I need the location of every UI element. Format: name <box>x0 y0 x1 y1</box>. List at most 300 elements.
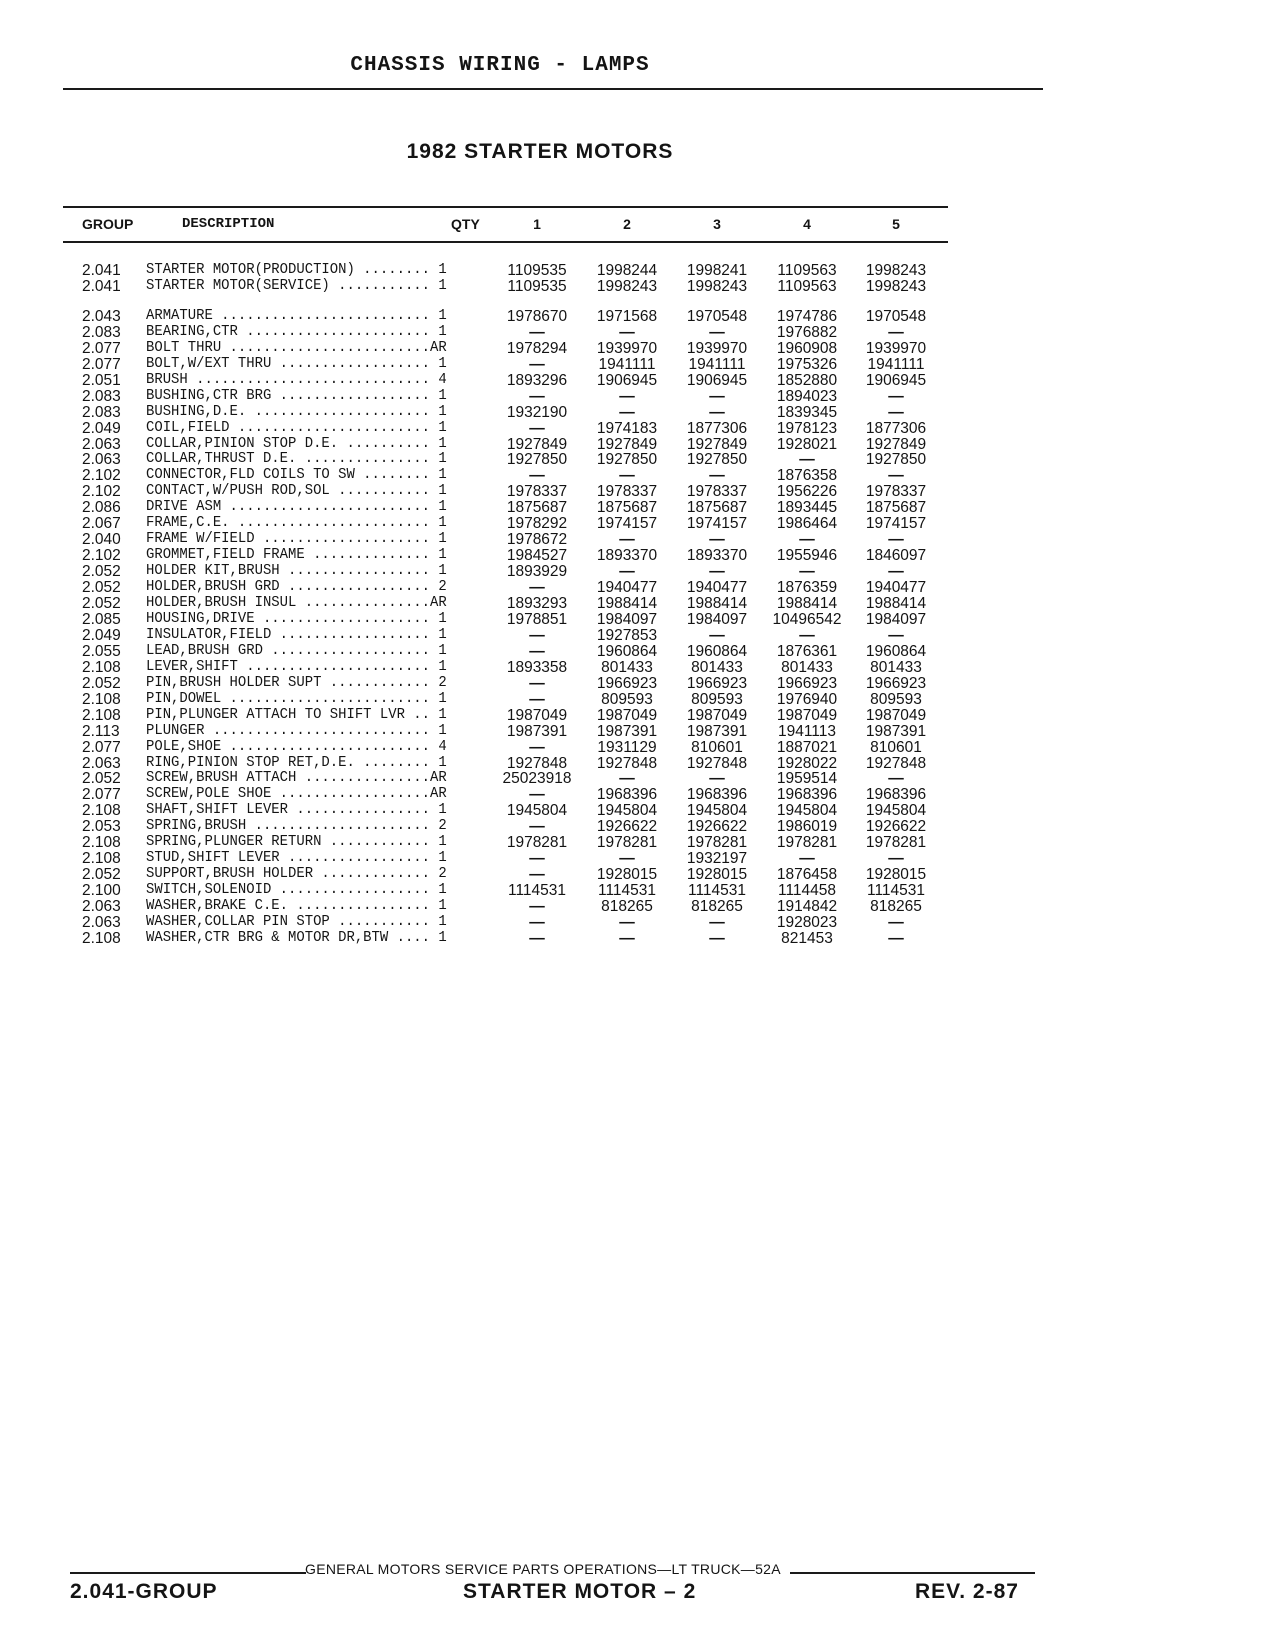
table-row <box>0 340 1280 357</box>
row-part-number-2: — <box>619 563 635 581</box>
row-part-number-4: — <box>799 451 815 469</box>
row-part-number-5: 1998243 <box>865 262 927 279</box>
row-part-number-3: 1927849 <box>686 435 748 453</box>
row-part-number-5: 1987049 <box>865 706 927 724</box>
row-part-number-4: 1839345 <box>776 403 838 421</box>
row-description: CONNECTOR,FLD COILS TO SW ........ 1 <box>146 467 447 484</box>
row-group-code: 2.052 <box>82 770 121 788</box>
footer-revision: REV. 2-87 <box>915 1580 1019 1603</box>
row-group-code: 2.102 <box>82 483 121 501</box>
row-part-number-1: — <box>529 387 545 405</box>
row-part-number-2: 1875687 <box>596 499 658 517</box>
row-group-code: 2.063 <box>82 898 121 916</box>
footer-rule-left <box>70 1572 306 1574</box>
row-description: STARTER MOTOR(PRODUCTION) ........ 1 <box>146 262 447 278</box>
table-row <box>0 308 1280 325</box>
footer-group: 2.041-GROUP <box>70 1580 218 1603</box>
row-group-code: 2.083 <box>82 403 121 421</box>
row-part-number-4: 801433 <box>781 658 833 676</box>
row-part-number-5: — <box>888 770 904 788</box>
row-part-number-3: 1970548 <box>686 307 748 325</box>
row-part-number-5: 1941111 <box>867 355 925 373</box>
row-group-code: 2.077 <box>82 738 121 756</box>
table-row <box>0 531 1280 548</box>
row-part-number-5: 1846097 <box>865 547 927 565</box>
row-part-number-3: 1875687 <box>686 499 748 517</box>
table-row <box>0 579 1280 596</box>
row-group-code: 2.077 <box>82 339 121 357</box>
row-part-number-5: 1974157 <box>865 515 927 533</box>
row-description: BEARING,CTR ...................... 1 <box>146 323 447 340</box>
row-part-number-2: 1988414 <box>596 595 658 612</box>
row-part-number-2: 1927850 <box>596 451 658 469</box>
row-description: FRAME W/FIELD .................... 1 <box>146 531 447 548</box>
row-part-number-2: 1966923 <box>596 674 658 692</box>
row-part-number-4: 1928023 <box>776 914 838 931</box>
row-part-number-5: 1978281 <box>865 834 927 852</box>
row-part-number-1: 1109535 <box>507 262 567 279</box>
row-part-number-1: — <box>529 323 545 341</box>
table-row <box>0 850 1280 867</box>
row-description: HOUSING,DRIVE .................... 1 <box>146 610 447 627</box>
row-part-number-1: — <box>529 674 545 692</box>
row-part-number-3: 1940477 <box>686 579 748 597</box>
row-part-number-3: 1114531 <box>687 882 747 900</box>
row-description: SPRING,PLUNGER RETURN ............ 1 <box>146 834 447 851</box>
row-part-number-1: — <box>529 786 545 804</box>
row-part-number-4: 1960908 <box>776 339 838 357</box>
row-part-number-1: — <box>529 579 545 597</box>
row-group-code: 2.055 <box>82 642 121 660</box>
table-row <box>0 627 1280 644</box>
row-part-number-2: 1893370 <box>596 547 658 565</box>
row-description: SHAFT,SHIFT LEVER ................ 1 <box>146 802 447 819</box>
col-header-4: 4 <box>803 216 811 232</box>
row-description: SUPPORT,BRUSH HOLDER ............. 2 <box>146 866 447 883</box>
row-part-number-2: 1926622 <box>596 818 658 836</box>
row-group-code: 2.077 <box>82 786 121 804</box>
row-part-number-3: 810601 <box>691 738 743 756</box>
row-part-number-3: — <box>709 403 725 421</box>
table-row <box>0 866 1280 883</box>
row-part-number-5: 1945804 <box>865 802 927 820</box>
row-description: LEVER,SHIFT ...................... 1 <box>146 658 447 675</box>
row-part-number-4: 1114458 <box>777 882 837 900</box>
row-part-number-3: — <box>709 626 725 644</box>
row-part-number-5: 1927850 <box>865 451 927 469</box>
row-part-number-4: 1914842 <box>776 898 838 916</box>
row-part-number-1: — <box>529 467 545 485</box>
row-part-number-3: 1978337 <box>686 483 748 501</box>
row-description: POLE,SHOE ........................ 4 <box>146 738 447 755</box>
table-row <box>0 659 1280 676</box>
row-description: BOLT THRU ........................AR <box>146 339 447 356</box>
row-part-number-1: — <box>529 355 545 373</box>
row-part-number-4: 1945804 <box>776 802 838 820</box>
row-part-number-4: 1966923 <box>776 674 838 692</box>
row-part-number-4: 1959514 <box>776 770 838 788</box>
row-group-code: 2.049 <box>82 626 121 644</box>
row-part-number-2: 1928015 <box>596 866 658 884</box>
table-row <box>0 755 1280 772</box>
row-description: PIN,PLUNGER ATTACH TO SHIFT LVR .. 1 <box>146 706 447 723</box>
row-part-number-4: 1986019 <box>776 818 838 836</box>
row-part-number-2: — <box>619 850 635 868</box>
row-part-number-2: 1971568 <box>596 307 658 325</box>
row-part-number-1: 1978337 <box>506 483 568 501</box>
row-part-number-4: 1968396 <box>776 786 838 804</box>
row-part-number-4: 1941113 <box>777 722 837 740</box>
section-title: CHASSIS WIRING - LAMPS <box>350 54 650 77</box>
row-group-code: 2.077 <box>82 355 121 373</box>
table-row <box>0 388 1280 405</box>
row-description: DRIVE ASM ........................ 1 <box>146 499 447 516</box>
table-row <box>0 467 1280 484</box>
row-part-number-3: 1978281 <box>686 834 748 852</box>
row-part-number-2: — <box>619 914 635 931</box>
row-group-code: 2.102 <box>82 467 121 485</box>
row-part-number-1: — <box>529 690 545 708</box>
row-part-number-2: — <box>619 467 635 485</box>
row-part-number-5: 1968396 <box>865 786 927 804</box>
row-part-number-4: 1976882 <box>776 323 838 341</box>
row-part-number-2: 1906945 <box>596 371 658 389</box>
row-part-number-4: 1852880 <box>776 371 838 389</box>
row-part-number-1: 1927850 <box>506 451 568 469</box>
row-description: STARTER MOTOR(SERVICE) ........... 1 <box>146 277 447 294</box>
row-part-number-2: 1974157 <box>596 515 658 533</box>
row-part-number-3: — <box>709 563 725 581</box>
row-description: FRAME,C.E. ....................... 1 <box>146 515 447 532</box>
row-group-code: 2.108 <box>82 929 121 947</box>
row-description: RING,PINION STOP RET,D.E. ........ 1 <box>146 754 447 771</box>
row-part-number-5: 1984097 <box>865 610 927 628</box>
row-part-number-5: — <box>888 323 904 341</box>
row-part-number-3: 1877306 <box>686 419 748 437</box>
row-part-number-3: 1998243 <box>686 277 748 295</box>
row-group-code: 2.086 <box>82 499 121 517</box>
row-description: SCREW,POLE SHOE ..................AR <box>146 786 447 803</box>
row-group-code: 2.049 <box>82 419 121 437</box>
row-part-number-1: 1978281 <box>506 834 568 852</box>
row-part-number-3: 1927850 <box>686 451 748 469</box>
row-part-number-5: 810601 <box>870 738 922 756</box>
row-group-code: 2.053 <box>82 818 121 836</box>
row-part-number-3: 1926622 <box>686 818 748 836</box>
row-part-number-5: 1966923 <box>865 674 927 692</box>
row-part-number-3: 1984097 <box>686 610 748 628</box>
row-part-number-4: 1987049 <box>776 706 838 724</box>
row-part-number-5: 1939970 <box>865 339 927 357</box>
table-row <box>0 278 1280 295</box>
table-row <box>0 914 1280 931</box>
row-part-number-5: 1114531 <box>866 882 926 900</box>
table-row <box>0 707 1280 724</box>
row-part-number-2: — <box>619 403 635 421</box>
col-header-5: 5 <box>892 216 900 232</box>
row-part-number-1: 1927848 <box>506 754 568 772</box>
row-part-number-3: 1928015 <box>686 866 748 884</box>
row-part-number-2: 1998243 <box>596 277 658 295</box>
table-row <box>0 451 1280 468</box>
row-part-number-4: 1974786 <box>776 307 838 325</box>
row-group-code: 2.083 <box>82 387 121 405</box>
table-row <box>0 770 1280 787</box>
row-part-number-5: — <box>888 387 904 405</box>
row-part-number-3: 1966923 <box>686 674 748 692</box>
row-description: HOLDER KIT,BRUSH ................. 1 <box>146 563 447 580</box>
row-part-number-2: 818265 <box>601 898 653 916</box>
row-part-number-3: 1987049 <box>686 706 748 724</box>
row-group-code: 2.100 <box>82 882 121 900</box>
row-part-number-1: — <box>529 914 545 931</box>
row-part-number-2: 1978337 <box>596 483 658 501</box>
row-part-number-5: — <box>888 531 904 549</box>
table-row <box>0 723 1280 740</box>
row-part-number-2: 1960864 <box>596 642 658 660</box>
row-part-number-1: 1932190 <box>506 403 568 421</box>
row-part-number-1: 1893293 <box>506 595 568 612</box>
row-part-number-1: — <box>529 818 545 836</box>
row-part-number-1: 1893929 <box>506 563 568 581</box>
row-part-number-5: 1978337 <box>865 483 927 501</box>
row-part-number-2: 1927848 <box>596 754 658 772</box>
row-part-number-5: — <box>888 626 904 644</box>
table-row <box>0 675 1280 692</box>
row-group-code: 2.108 <box>82 850 121 868</box>
row-part-number-1: — <box>529 866 545 884</box>
row-group-code: 2.052 <box>82 579 121 597</box>
row-part-number-2: 1998244 <box>596 262 658 279</box>
row-part-number-3: 1945804 <box>686 802 748 820</box>
row-description: LEAD,BRUSH GRD ................... 1 <box>146 642 447 659</box>
row-part-number-1: 1978851 <box>506 610 568 628</box>
row-part-number-2: 1987049 <box>596 706 658 724</box>
row-part-number-3: — <box>709 467 725 485</box>
table-row <box>0 404 1280 421</box>
table-row <box>0 515 1280 532</box>
table-row <box>0 356 1280 373</box>
row-part-number-4: — <box>799 563 815 581</box>
row-part-number-5: 818265 <box>870 898 922 916</box>
row-part-number-4: 1978123 <box>776 419 838 437</box>
row-part-number-1: 1893358 <box>506 658 568 676</box>
row-description: SWITCH,SOLENOID .................. 1 <box>146 882 447 899</box>
row-part-number-2: 809593 <box>601 690 653 708</box>
row-description: GROMMET,FIELD FRAME .............. 1 <box>146 547 447 564</box>
row-part-number-4: — <box>799 850 815 868</box>
row-part-number-5: 1906945 <box>865 371 927 389</box>
row-group-code: 2.063 <box>82 435 121 453</box>
row-description: INSULATOR,FIELD .................. 1 <box>146 626 447 643</box>
row-part-number-4: 1928022 <box>776 754 838 772</box>
row-group-code: 2.041 <box>82 262 121 279</box>
table-row <box>0 818 1280 835</box>
row-group-code: 2.052 <box>82 674 121 692</box>
row-group-code: 2.063 <box>82 451 121 469</box>
row-part-number-5: 801433 <box>870 658 922 676</box>
row-group-code: 2.108 <box>82 690 121 708</box>
row-part-number-3: 1906945 <box>686 371 748 389</box>
row-part-number-3: 1960864 <box>686 642 748 660</box>
col-header-qty: QTY <box>451 216 480 232</box>
footer-rule-right <box>790 1572 1035 1574</box>
row-part-number-1: — <box>529 738 545 756</box>
row-description: ARMATURE ......................... 1 <box>146 307 447 324</box>
row-part-number-2: 1940477 <box>596 579 658 597</box>
row-part-number-5: 1928015 <box>865 866 927 884</box>
row-part-number-2: — <box>619 929 635 947</box>
table-row <box>0 882 1280 899</box>
row-group-code: 2.108 <box>82 658 121 676</box>
row-part-number-2: 1927853 <box>596 626 658 644</box>
row-part-number-3: 1987391 <box>686 722 748 740</box>
table-row <box>0 739 1280 756</box>
row-part-number-3: 1988414 <box>686 595 748 612</box>
row-part-number-3: 818265 <box>691 898 743 916</box>
row-part-number-3: 1893370 <box>686 547 748 565</box>
table-row <box>0 802 1280 819</box>
table-row <box>0 611 1280 628</box>
row-part-number-2: 1941111 <box>598 355 656 373</box>
row-part-number-4: 1876458 <box>776 866 838 884</box>
page-title: 1982 STARTER MOTORS <box>406 140 674 163</box>
row-part-number-5: 1927848 <box>865 754 927 772</box>
row-group-code: 2.067 <box>82 515 121 533</box>
row-part-number-5: 1988414 <box>865 595 927 612</box>
row-part-number-2: 1931129 <box>597 738 657 756</box>
row-part-number-3: — <box>709 387 725 405</box>
row-part-number-5: 1960864 <box>865 642 927 660</box>
row-part-number-4: 1986464 <box>776 515 838 533</box>
row-part-number-5: 1927849 <box>865 435 927 453</box>
row-part-number-2: 1968396 <box>596 786 658 804</box>
row-part-number-4: 1956226 <box>776 483 838 501</box>
row-part-number-1: 1978294 <box>506 339 568 357</box>
row-description: PIN,BRUSH HOLDER SUPT ............ 2 <box>146 674 447 691</box>
row-part-number-3: 1939970 <box>686 339 748 357</box>
table-row <box>0 262 1280 279</box>
row-part-number-3: 1974157 <box>686 515 748 533</box>
row-part-number-3: 1941111 <box>688 355 746 373</box>
col-header-1: 1 <box>533 216 541 232</box>
table-row <box>0 436 1280 453</box>
row-part-number-1: 1945804 <box>506 802 568 820</box>
table-row <box>0 930 1280 947</box>
row-part-number-4: — <box>799 626 815 644</box>
row-part-number-5: 1970548 <box>865 307 927 325</box>
row-part-number-1: 1893296 <box>506 371 568 389</box>
row-description: STUD,SHIFT LEVER ................. 1 <box>146 850 447 867</box>
row-part-number-3: 1968396 <box>686 786 748 804</box>
row-part-number-1: — <box>529 419 545 437</box>
row-part-number-1: 1109535 <box>507 277 567 295</box>
row-part-number-2: 801433 <box>601 658 653 676</box>
row-description: BRUSH ............................ 4 <box>146 371 447 388</box>
row-part-number-3: — <box>709 929 725 947</box>
row-part-number-4: 1955946 <box>776 547 838 565</box>
row-part-number-5: — <box>888 467 904 485</box>
row-part-number-3: 801433 <box>691 658 743 676</box>
row-part-number-5: 809593 <box>870 690 922 708</box>
row-part-number-5: — <box>888 403 904 421</box>
table-row <box>0 547 1280 564</box>
row-part-number-2: — <box>619 770 635 788</box>
row-part-number-4: 1109563 <box>777 277 837 295</box>
table-row <box>0 643 1280 660</box>
row-part-number-3: 1998241 <box>686 262 748 279</box>
row-group-code: 2.052 <box>82 866 121 884</box>
row-part-number-4: 1893445 <box>776 499 838 517</box>
col-header-group: GROUP <box>82 216 134 232</box>
row-part-number-1: 25023918 <box>502 770 572 788</box>
row-part-number-4: 1109563 <box>777 262 837 279</box>
row-description: BUSHING,CTR BRG .................. 1 <box>146 387 447 404</box>
row-part-number-5: 1998243 <box>865 277 927 295</box>
row-part-number-1: 1978292 <box>506 515 568 533</box>
row-part-number-4: 1876361 <box>776 642 838 660</box>
row-part-number-4: 1876359 <box>776 579 838 597</box>
row-part-number-1: — <box>529 898 545 916</box>
row-part-number-3: 1927848 <box>686 754 748 772</box>
row-part-number-1: 1114531 <box>507 882 567 900</box>
row-description: HOLDER,BRUSH GRD ................. 2 <box>146 579 447 596</box>
row-part-number-5: 1875687 <box>865 499 927 517</box>
row-description: WASHER,COLLAR PIN STOP ........... 1 <box>146 914 447 930</box>
row-part-number-1: 1987049 <box>506 706 568 724</box>
row-part-number-4: 10496542 <box>772 610 842 628</box>
table-row <box>0 595 1280 612</box>
row-group-code: 2.085 <box>82 610 121 628</box>
row-group-code: 2.041 <box>82 277 121 295</box>
row-part-number-2: 1114531 <box>597 882 657 900</box>
row-part-number-2: 1939970 <box>596 339 658 357</box>
row-part-number-4: 1976940 <box>776 690 838 708</box>
row-description: CONTACT,W/PUSH ROD,SOL ........... 1 <box>146 483 447 500</box>
row-description: BUSHING,D.E. ..................... 1 <box>146 403 447 420</box>
row-part-number-2: 1945804 <box>596 802 658 820</box>
row-group-code: 2.102 <box>82 547 121 565</box>
row-group-code: 2.113 <box>82 722 120 740</box>
row-part-number-2: — <box>619 531 635 549</box>
row-part-number-3: — <box>709 323 725 341</box>
row-part-number-5: — <box>888 929 904 947</box>
row-description: COLLAR,PINION STOP D.E. .......... 1 <box>146 435 447 452</box>
table-row <box>0 483 1280 500</box>
row-part-number-5: 1940477 <box>865 579 927 597</box>
table-row <box>0 420 1280 437</box>
row-part-number-4: — <box>799 531 815 549</box>
row-description: PIN,DOWEL ........................ 1 <box>146 690 447 707</box>
row-group-code: 2.043 <box>82 307 121 325</box>
row-part-number-4: 1978281 <box>776 834 838 852</box>
table-row <box>0 324 1280 341</box>
row-part-number-5: 1926622 <box>865 818 927 836</box>
row-part-number-1: 1984527 <box>506 547 568 565</box>
table-row <box>0 898 1280 915</box>
row-description: SCREW,BRUSH ATTACH ...............AR <box>146 770 447 787</box>
row-part-number-1: 1875687 <box>506 499 568 517</box>
table-row <box>0 499 1280 516</box>
row-part-number-1: 1978670 <box>506 307 568 325</box>
row-group-code: 2.040 <box>82 531 121 549</box>
row-description: COLLAR,THRUST D.E. ............... 1 <box>146 451 447 468</box>
row-group-code: 2.108 <box>82 834 121 852</box>
table-row <box>0 372 1280 389</box>
row-part-number-1: — <box>529 642 545 660</box>
row-part-number-3: 809593 <box>691 690 743 708</box>
row-part-number-3: 1932197 <box>686 850 748 868</box>
